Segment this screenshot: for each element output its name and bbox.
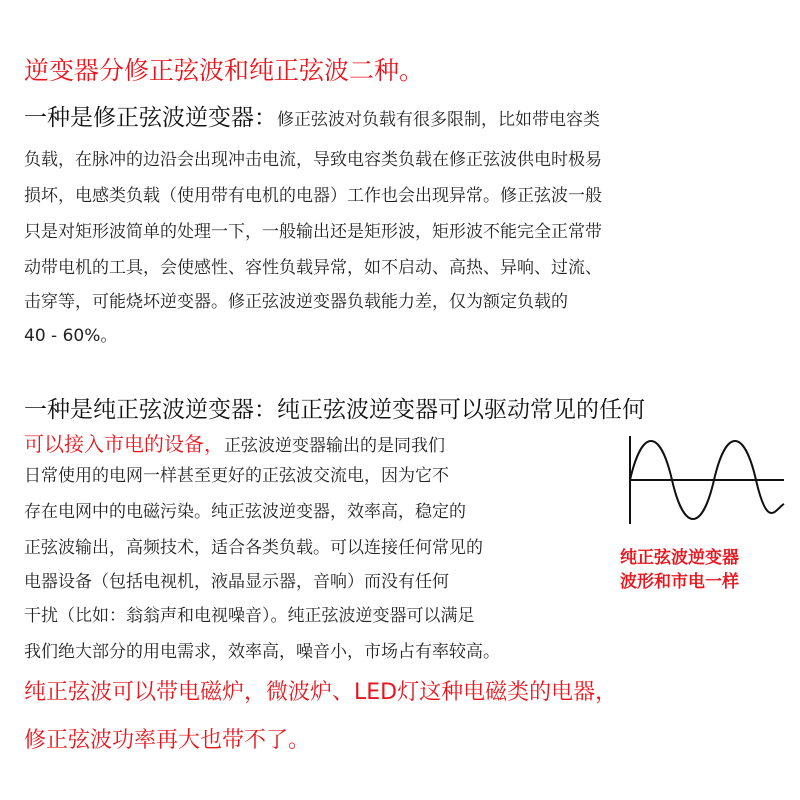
section-1-line: 负载，在脉冲的边沿会出现冲击电流，导致电容类负载在修正弦波供电时极易 [24,150,602,170]
section-2-heading-highlight: 纯正弦波逆变器可以驱动常见的任何 [277,397,645,423]
wave-caption-line-2: 波形和市电一样 [620,572,739,592]
section-2-line: 干扰（比如：翁翁声和电视噪音）。纯正弦波逆变器可以满足 [24,606,475,626]
section-2-heading: 一种是纯正弦波逆变器： [24,397,277,423]
section-1-line: 只是对矩形波简单的处理一下，一般输出还是矩形波，矩形波不能完全正常带 [24,222,602,242]
section-1-line: 40 - 60%。 [24,326,118,346]
section-2-highlight: 可以接入市电的设备， [24,432,224,456]
section-2-line: 电器设备（包括电视机，液晶显示器，音响）而没有任何 [24,572,449,592]
section-1-first-line [24,104,600,132]
section-2-second-line [24,428,445,458]
footer-line-2: 修正弦波功率再大也带不了。 [24,728,311,753]
section-2-line: 正弦波输出，高频技术，适合各类负载。可以连接任何常见的 [24,538,483,558]
sine-wave-diagram [626,432,786,528]
page-title: 逆变器分修正弦波和纯正弦波二种。 [24,56,425,85]
section-1-heading: 一种是修正弦波逆变器： [24,105,277,131]
section-2-line: 正弦波逆变器输出的是同我们 [224,436,445,456]
wave-caption-line-1: 纯正弦波逆变器 [620,548,739,568]
section-1-line: 损坏，电感类负载（使用带有电机的电器）工作也会出现异常。修正弦波一般 [24,186,602,206]
section-2-line: 存在电网中的电磁污染。纯正弦波逆变器，效率高，稳定的 [24,502,466,522]
section-1-line: 动带电机的工具，会使感性、容性负载异常，如不启动、高热、异响、过流、 [24,258,602,278]
section-2-line: 我们绝大部分的用电需求，效率高，噪音小，市场占有率较高。 [24,642,500,662]
section-2-line: 日常使用的电网一样甚至更好的正弦波交流电，因为它不 [24,466,449,486]
section-1-line: 修正弦波对负载有很多限制，比如带电容类 [277,110,600,130]
section-2-first-line [24,396,645,424]
footer-line-1: 纯正弦波可以带电磁炉，微波炉、LED灯这种电磁类的电器， [24,680,618,705]
section-1-line: 击穿等，可能烧坏逆变器。修正弦波逆变器负载能力差，仅为额定负载的 [24,292,568,312]
